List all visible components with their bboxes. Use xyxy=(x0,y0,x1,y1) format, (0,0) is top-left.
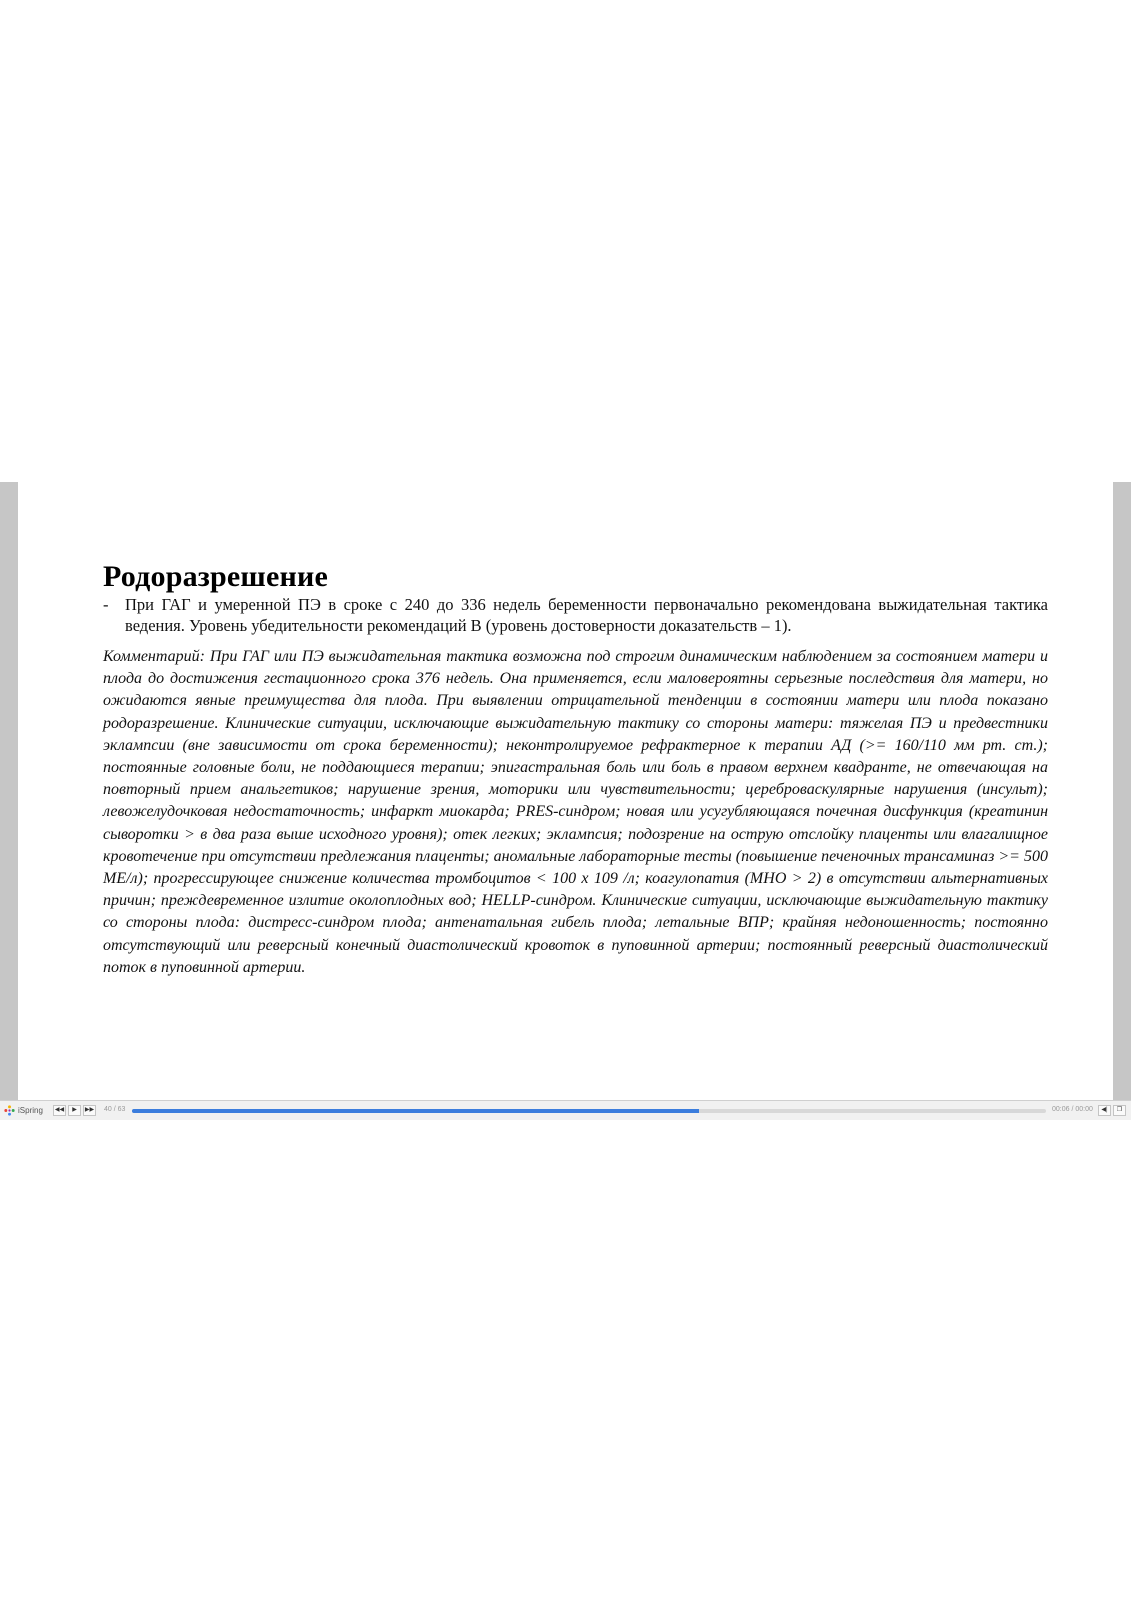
progress-bar-fill xyxy=(132,1109,699,1113)
slide-title: Родоразрешение xyxy=(103,560,328,593)
slide-counter: 40 / 63 xyxy=(104,1106,126,1113)
ispring-logo xyxy=(4,1104,43,1117)
ispring-logo-icon xyxy=(4,1105,15,1116)
next-icon: ▶▶ xyxy=(84,1107,95,1113)
play-button[interactable] xyxy=(68,1105,81,1116)
fullscreen-icon: ❐ xyxy=(1116,1107,1123,1113)
volume-button[interactable] xyxy=(1098,1105,1111,1116)
presentation-player xyxy=(0,482,1131,1120)
next-slide-button[interactable] xyxy=(83,1105,96,1116)
recommendation-bullet xyxy=(103,594,1048,636)
progress-bar[interactable] xyxy=(132,1109,1046,1113)
fullscreen-button[interactable] xyxy=(1113,1105,1126,1116)
bullet-text: При ГАГ и умеренной ПЭ в сроке с 240 до 336 недель беременности первоначально рекомендована выжидательная тактика ведения. Уровень убедительности рекомендаций В (уровень достоверности доказательств – 1). xyxy=(125,595,1048,635)
player-left-border xyxy=(0,482,18,1100)
slide xyxy=(18,482,1113,1100)
playback-time: 00:06 / 00:00 xyxy=(1052,1106,1093,1113)
player-right-border xyxy=(1113,482,1131,1100)
ispring-brand-text: iSpring xyxy=(18,1106,43,1115)
bullet-dash: - xyxy=(103,595,109,614)
volume-icon: ◀| xyxy=(1101,1107,1108,1113)
player-control-bar xyxy=(0,1100,1131,1120)
play-icon: ▶ xyxy=(72,1107,77,1113)
comment-paragraph: Комментарий: При ГАГ или ПЭ выжидательная тактика возможна под строгим динамическим наблюдением за состоянием матери и плода до достижения гестационного срока 376 недель. Она применяется, если маловероятны серьезные последствия для матери, но ожидаются явные преимущества для плода. При выявлении отрицательной тенденции в состоянии матери или плода показано родоразрешение. Клинические ситуации, исключающие выжидательную тактику со стороны матери: тяжелая ПЭ и предвестники эклампсии (вне зависимости от срока беременности); неконтролируемое рефрактерное к терапии АД (>= 160/110 мм рт. ст.); постоянные головные боли, не поддающиеся терапии; эпигастральная боль или боль в правом верхнем квадранте, не отвечающая на повторный прием анальгетиков; нарушение зрения, моторики или чувствительности; цереброваскулярные нарушения (инсульт); левожелудочковая недостаточность; инфаркт миокарда; PRES-синдром; новая или усугубляющаяся почечная дисфункция (креатинин сыворотки > в два раза выше исходного уровня); отек легких; эклампсия; подозрение на острую отслойку плаценты или влагалищное кровотечение при отсутствии предлежания плаценты; аномальные лабораторные тесты (повышение печеночных трансаминаз >= 500 МЕ/л); прогрессирующее снижение количества тромбоцитов < 100 х 109 /л; коагулопатия (МНО > 2) в отсутствии альтернативных причин; преждевременное излитие околоплодных вод; HELLP-синдром. Клинические ситуации, исключающие выжидательную тактику со стороны плода: дистресс-синдром плода; антенатальная гибель плода; летальные ВПР; крайняя недоношенность; постоянно отсутствующий или реверсный конечный диастолический кровоток в пуповинной артерии; постоянный реверсный диастолический поток в пуповинной артерии. xyxy=(103,648,1048,976)
previous-icon: ◀◀ xyxy=(54,1107,65,1113)
previous-slide-button[interactable] xyxy=(53,1105,66,1116)
